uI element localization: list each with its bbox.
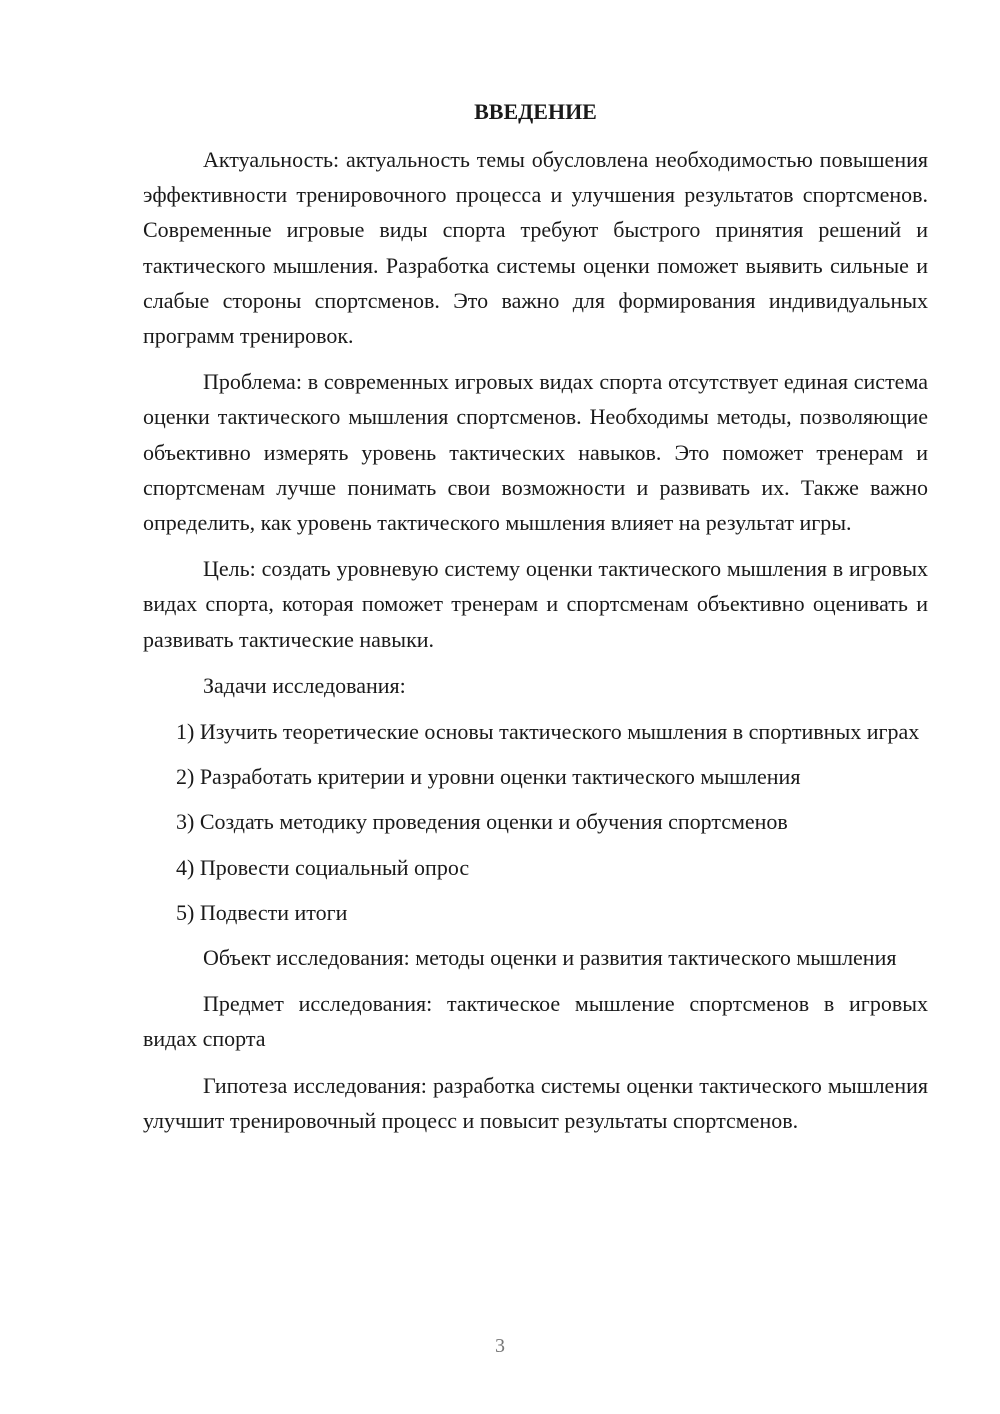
list-item: 2) Разработать критерии и уровни оценки тактического мышления: [176, 764, 801, 790]
list-item: 4) Провести социальный опрос: [176, 854, 470, 880]
page-number: 3: [495, 1335, 505, 1357]
tasks-list: [143, 714, 928, 930]
paragraph-object: Объект исследования: методы оценки и развития тактического мышления: [203, 945, 897, 971]
list-item: 3) Создать методику проведения оценки и обучения спортсменов: [176, 809, 788, 835]
tasks-heading: Задачи исследования:: [203, 672, 406, 698]
page-content: [143, 94, 928, 1149]
paragraph-subject: Предмет исследования: тактическое мышление спортсменов в игровых видах спорта: [143, 991, 928, 1052]
list-item: 5) Подвести итоги: [176, 899, 348, 925]
section-title: ВВЕДЕНИЕ: [474, 99, 597, 124]
paragraph-problem: Проблема: в современных игровых видах спорта отсутствует единая система оценки тактического мышления спортсменов. Необходимы методы, позволяющие объективно измерять уровень тактических навыков. Это поможет тренерам и спортсменам лучше понимать свои возможности и развивать их. Также важно определить, как уровень тактического мышления влияет на результат игры.: [143, 369, 928, 536]
paragraph-hypothesis: Гипотеза исследования: разработка системы оценки тактического мышления улучшит тренировочный процесс и повысит результаты спортсменов.: [143, 1072, 928, 1133]
paragraph-goal: Цель: создать уровневую систему оценки тактического мышления в игровых видах спорта, которая поможет тренерам и спортсменам объективно оценивать и развивать тактические навыки.: [143, 556, 928, 652]
paragraph-relevance: Актуальность: актуальность темы обусловлена необходимостью повышения эффективности тренировочного процесса и улучшения результатов спортсменов. Современные игровые виды спорта требуют быстрого принятия решений и тактического мышления. Разработка системы оценки поможет выявить сильные и слабые стороны спортсменов. Это важно для формирования индивидуальных программ тренировок.: [143, 147, 928, 349]
list-item: 1) Изучить теоретические основы тактического мышления в спортивных играх: [176, 719, 920, 745]
